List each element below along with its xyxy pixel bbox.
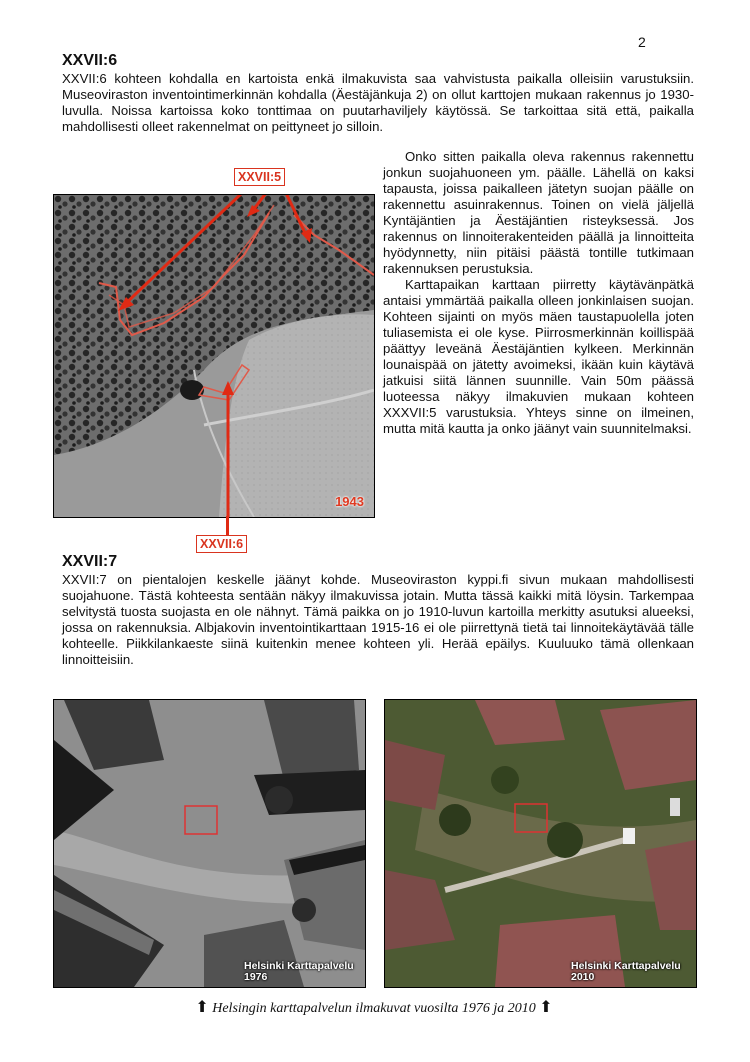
label-xxvii-5: XXVII:5	[234, 168, 285, 186]
aerial-photo-1976	[53, 699, 366, 988]
side-column-text	[383, 149, 694, 437]
up-arrow-icon: ⬆	[539, 999, 553, 1016]
aerial-photo-2010-image	[385, 700, 696, 987]
label-xxvii-6: XXVII:6	[196, 535, 247, 553]
up-arrow-icon: ⬆	[195, 999, 209, 1016]
photo-credit-2010	[571, 961, 681, 983]
photo-year-label: 1943	[335, 494, 364, 509]
aerial-photo-1943	[53, 194, 375, 518]
section-body-paragraph	[62, 572, 694, 668]
section-heading-xxvii-6: XXVII:6	[62, 52, 118, 69]
section-intro-paragraph	[62, 71, 694, 135]
aerial-photo-1943-image	[54, 195, 374, 517]
credit-line-1: Helsinki Karttapalvelu	[244, 960, 354, 972]
photos-caption	[53, 997, 695, 1017]
side-paragraph-2: Karttapaikan karttaan piirretty käytävänpätkä antaisi ymmärtää paikalla olleen jonkinlaisen suojan. Kohteen sijainti on myös mäen taustapuolella joten tuliasemista ei ole kyse. Piirrosmerkinnän koillispää päättyy leveänä Äestäjäntien kylkeen. Merkinnän lounaispää on jätetty avoimeksi, ikään kuin käytävä jatkuisi siitä lännen suunnille. Vain 50m päässä luoteessa näkyy ilmakuvien mukaan kohteen XXXVII:5 varustuksia. Yhteys sinne on ilmeinen, mutta mitä kautta ja onko jäänyt vain suunnitelmaksi.	[383, 277, 694, 436]
credit-line-2: 1976	[244, 971, 268, 983]
credit-line-2: 2010	[571, 971, 595, 983]
photo-credit-1976	[244, 961, 354, 983]
aerial-photo-1976-image	[54, 700, 365, 987]
page-number: 2	[638, 34, 646, 50]
aerial-photo-2010	[384, 699, 697, 988]
caption-text: Helsingin karttapalvelun ilmakuvat vuosilta 1976 ja 2010	[212, 1001, 536, 1016]
section-heading-xxvii-7: XXVII:7	[62, 553, 118, 570]
intro-text: XXVII:6 kohteen kohdalla en kartoista enkä ilmakuvista saa vahvistusta paikalla olleisiin varustuksiin. Museoviraston inventointimerkinnän kohdalla (Äestäjänkuja 2) on ollut karttojen mukaan rakennus jo 1930-luvulla. Noissa kartoissa koko tonttimaa on puutarhaviljely käytössä. Se tarkoittaa sitä että, paikalla mahdollisesti olleet rakennelmat on peittyneet jo silloin.	[62, 71, 694, 134]
side-paragraph-1: Onko sitten paikalla oleva rakennus rakennettu jonkun suojahuoneen ym. päälle. Lähellä on kaksi tapausta, joissa paikalleen jätetyn suojan päälle on rakennettu asuinrakennus. Toinen on vielä jäljellä Kyntäjäntien ja Äestäjäntien risteyksessä. Jos rakennus on linnoiterakenteiden päällä ja linnoitteita hyödynnetty, niin pitäisi päästä tontille tutkimaan rakennuksen perustuksia.	[383, 149, 694, 276]
arrow-stem	[226, 516, 229, 536]
credit-line-1: Helsinki Karttapalvelu	[571, 960, 681, 972]
section2-text: XXVII:7 on pientalojen keskelle jäänyt kohde. Museoviraston kyppi.fi sivun mukaan mahdollisesti suojahuone. Tästä kohteesta sentään näkyy ilmakuvissa jotain. Mutta tässä kaikki mitä löysin. Tarkempaa selvitystä tuosta suojasta en ole nähnyt. Tämä paikka on jo 1910-luvun kartoilla merkitty asutuksi alueeksi, jossa on rakennuksia. Albjakovin inventointikarttaan 1915-16 ei ole piirrettynä tietä tai linnoitekäytävää tälle kohteelle. Piikkilankaeste siinä kuitenkin menee kohteen yli. Herää epäilys. Kuuluuko tämä ollenkaan linnoitteisiin.	[62, 572, 694, 667]
